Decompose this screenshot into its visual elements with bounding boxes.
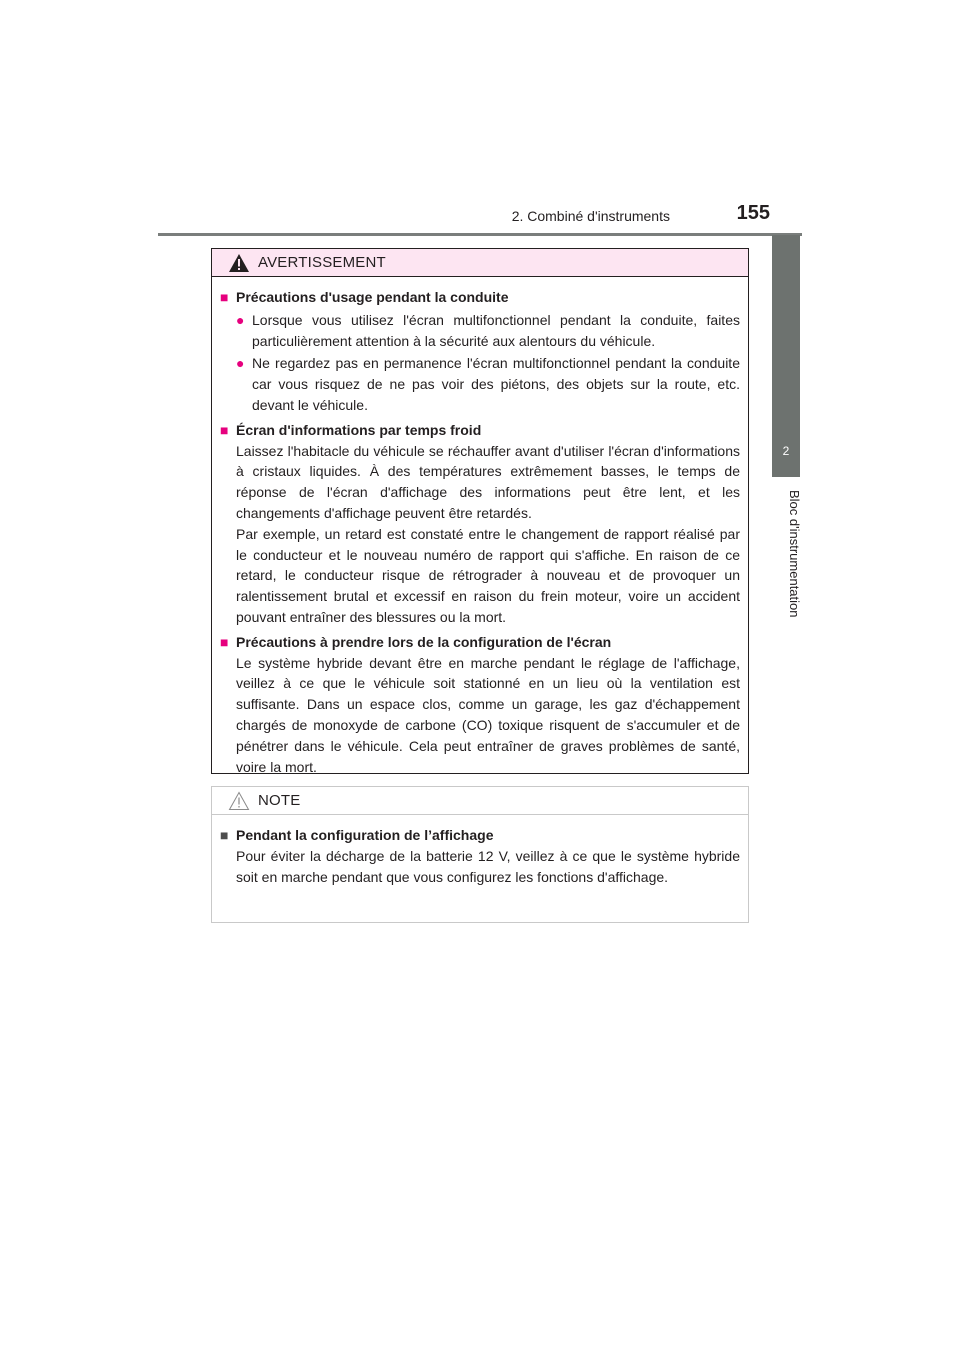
paragraph: Par exemple, un retard est constaté entre le changement de rapport réalisé par le conducteur et le nouveau numéro de rapport qui s'affiche. En raison de ce retard, le conducteur risque de rétrograder à nouveau et de provoquer un ralentissement brutal et excessif en raison du frein moteur, voire un accident pouvant entraîner des blessures ou la mort.	[236, 525, 740, 625]
square-bullet-icon: ■	[220, 421, 229, 438]
warning-triangle-icon	[228, 253, 250, 273]
paragraph: Laissez l'habitacle du véhicule se réchauffer avant d'utiliser l'écran d'informations à cristaux liquides. À des températures extrêmement basses, le temps de réponse de l'écran d'affichage des informations peut être lent, et les changements d'affichage peuvent être retardés.	[236, 442, 740, 521]
side-tab-label: Bloc d'instrumentation	[787, 490, 802, 618]
page-number: 155	[736, 202, 770, 224]
square-bullet-icon: ■	[220, 289, 229, 305]
section-heading	[220, 287, 740, 308]
note-content	[212, 815, 748, 887]
paragraph: Le système hybride devant être en marche pendant le réglage de l'affichage, veillez à ce que le véhicule soit stationné en un lieu où la ventilation est suffisante. Dans un espace clos, comme un garage, les gaz d'échappement chargés de monoxyde de carbone (CO) toxique risquent de s'accumuler et de pénétrer dans le véhicule. Cela peut entraîner de graves problèmes de santé, voire la mort.	[236, 654, 740, 775]
section-heading-text: Écran d'informations par temps froid	[236, 421, 482, 438]
section-heading	[220, 420, 740, 441]
note-title: NOTE	[258, 792, 301, 809]
section-heading	[220, 825, 740, 846]
section-heading-text: Précautions d'usage pendant la conduite	[236, 289, 509, 305]
square-bullet-icon: ■	[220, 633, 229, 650]
list-item	[220, 353, 740, 415]
warning-title: AVERTISSEMENT	[258, 254, 386, 271]
caution-outline-triangle-icon	[228, 791, 250, 811]
running-header-section: 2. Combiné d'instruments	[511, 208, 670, 224]
section-heading-text: Pendant la configuration de l’affichage	[236, 827, 494, 843]
section-heading-text: Précautions à prendre lors de la configuration de l'écran	[236, 633, 612, 650]
side-tab-number: 2	[772, 425, 800, 477]
warning-content	[212, 277, 748, 777]
side-tab-bar	[772, 235, 800, 425]
square-bullet-icon: ■	[220, 827, 229, 843]
circle-bullet-icon: ●	[236, 355, 245, 372]
section-heading	[220, 632, 740, 653]
header-rule	[158, 233, 802, 236]
list-item-text: Lorsque vous utilisez l'écran multifonctionnel pendant la conduite, faites particulièrement attention à la sécurité aux alentours du véhicule.	[252, 311, 740, 349]
note-header	[212, 787, 748, 815]
warning-header	[212, 249, 748, 277]
note-box	[211, 786, 749, 923]
list-item-text: Ne regardez pas en permanence l'écran multifonctionnel pendant la conduite car vous risquez de ne pas voir des piétons, des objets sur la route, etc. devant le véhicule.	[252, 355, 740, 413]
circle-bullet-icon: ●	[236, 311, 245, 328]
paragraph: Pour éviter la décharge de la batterie 12 V, veillez à ce que le système hybride soit en marche pendant que vous configurez les fonctions d'affichage.	[236, 847, 740, 885]
warning-box	[211, 248, 749, 774]
list-item	[220, 310, 740, 352]
